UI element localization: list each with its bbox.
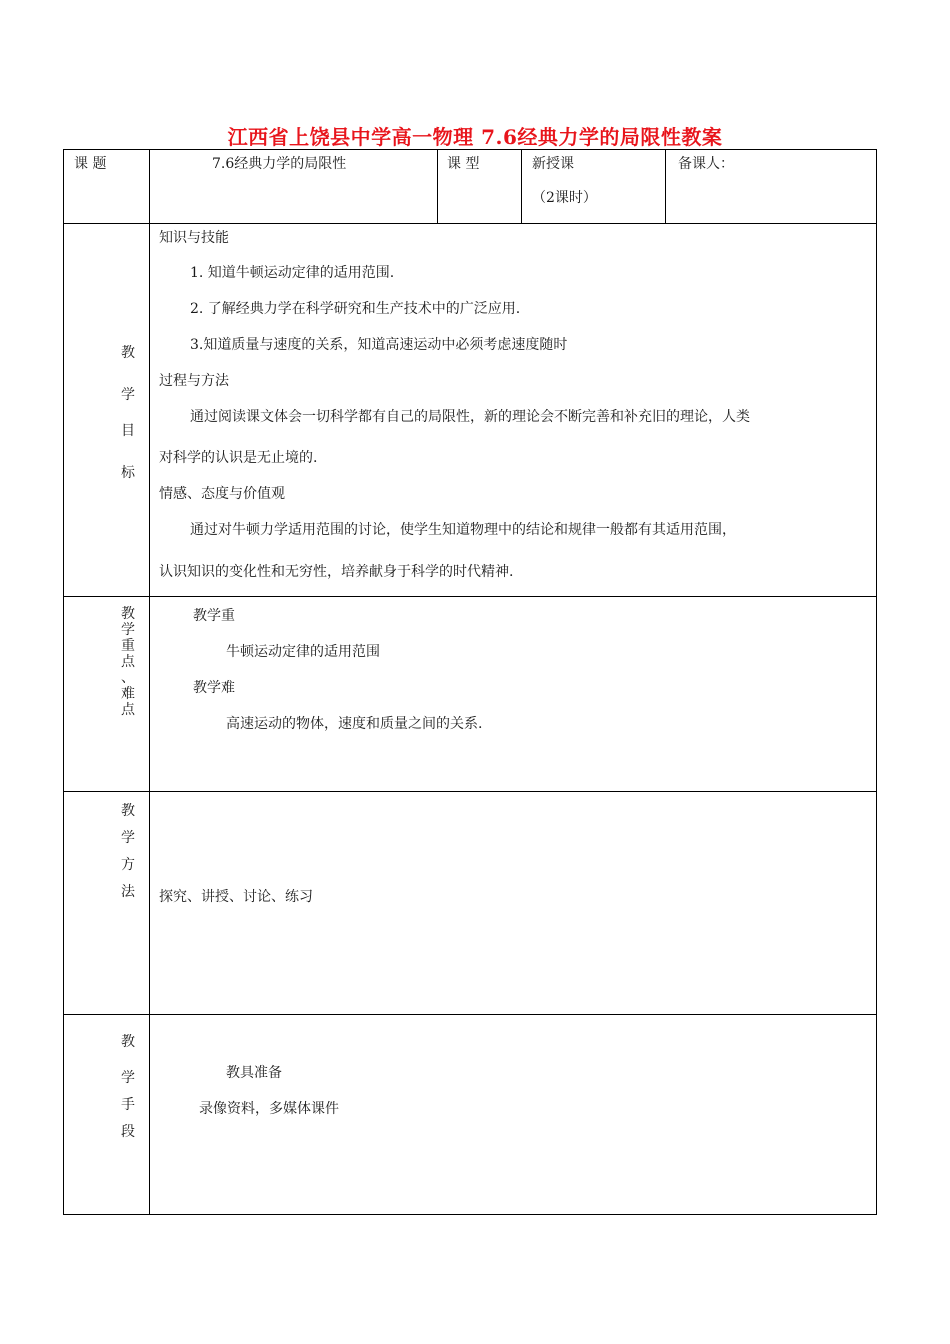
tools-label-char: 学 (121, 1070, 135, 1086)
key-points-label (118, 606, 138, 718)
key-points-focus-heading: 教学重 (193, 608, 235, 624)
objectives-paragraph: 对科学的认识是无止境的. (159, 450, 318, 466)
tools-value: 录像资料，多媒体课件 (199, 1101, 339, 1117)
objectives-item: 1. 知道牛顿运动定律的适用范围. (190, 265, 395, 281)
objectives-item: 2. 了解经典力学在科学研究和生产技术中的广泛应用. (190, 301, 521, 317)
document-title: 江西省上饶县中学高一物理 7.6经典力学的局限性教案 (227, 125, 723, 149)
methods-label-char: 教 (121, 803, 135, 819)
methods-label-char: 学 (121, 830, 135, 846)
type-label: 课 型 (447, 156, 480, 172)
key-points-label-char: 教 (121, 606, 135, 622)
objectives-label-char: 学 (121, 387, 135, 403)
methods-label-char: 方 (121, 857, 135, 873)
topic-label: 课 题 (74, 156, 107, 172)
key-points-label-char: 点 (121, 654, 135, 670)
objectives-label-char: 教 (121, 345, 135, 361)
key-points-label-char: 重 (121, 638, 135, 654)
tools-label-char: 教 (121, 1034, 135, 1050)
tools-heading: 教具准备 (226, 1065, 282, 1081)
methods-label (118, 800, 138, 908)
key-points-label-char: 点 (121, 702, 135, 718)
key-points-label-char: 难 (121, 686, 135, 702)
key-points-label-char: 学 (121, 622, 135, 638)
objectives-paragraph: 通过对牛顿力学适用范围的讨论，使学生知道物理中的结论和规律一般都有其适用范围， (190, 522, 736, 538)
key-points-difficulty-heading: 教学难 (193, 680, 235, 696)
key-points-focus-value: 牛顿运动定律的适用范围 (226, 644, 380, 660)
topic-value: 7.6经典力学的局限性 (212, 156, 347, 172)
objectives-heading-process: 过程与方法 (159, 373, 229, 389)
type-value: 新授课 (532, 156, 574, 172)
objectives-label-char: 目 (121, 423, 135, 439)
tools-label (118, 1031, 138, 1148)
type-hours: （2课时） (532, 190, 597, 206)
key-points-label-char: 、 (121, 670, 135, 686)
methods-value: 探究、讲授、讨论、练习 (159, 889, 313, 905)
key-points-difficulty-value: 高速运动的物体，速度和质量之间的关系. (226, 716, 483, 732)
objectives-item: 3.知道质量与速度的关系，知道高速运动中必须考虑速度随时 (190, 337, 568, 353)
objectives-heading-knowledge: 知识与技能 (159, 230, 229, 246)
objectives-paragraph: 通过阅读课文体会一切科学都有自己的局限性，新的理论会不断完善和补充旧的理论，人类 (190, 409, 750, 425)
methods-label-char: 法 (121, 884, 135, 900)
preparer-label: 备课人： (678, 156, 734, 172)
objectives-paragraph: 认识知识的变化性和无穷性，培养献身于科学的时代精神. (159, 564, 514, 580)
tools-label-char: 手 (121, 1097, 135, 1113)
objectives-label (118, 342, 138, 498)
objectives-heading-attitude: 情感、态度与价值观 (159, 486, 285, 502)
tools-label-char: 段 (121, 1124, 135, 1140)
objectives-label-char: 标 (121, 465, 135, 481)
